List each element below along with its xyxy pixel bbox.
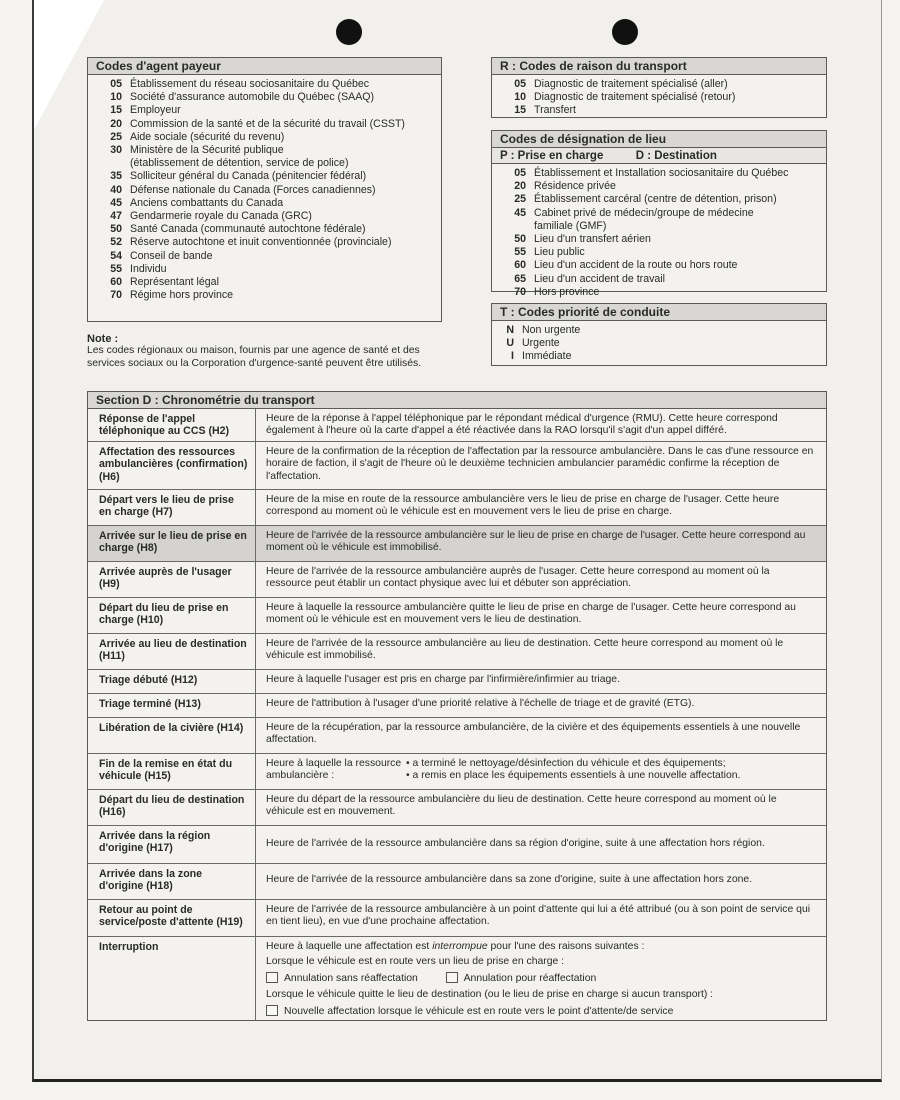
code-number: U [506, 337, 514, 350]
code-text-line: Individu [130, 262, 167, 275]
table-row-h19 [88, 900, 826, 937]
table-row-h14 [88, 718, 826, 754]
interruption-intro-a: Heure à laquelle une affectation est [266, 941, 430, 952]
table-row-h9 [88, 562, 826, 598]
code-number: 54 [110, 249, 122, 262]
list-item [96, 170, 435, 183]
interruption-options-row-1 [266, 972, 816, 985]
code-number: 30 [110, 144, 122, 157]
code-text-line: Lieu d'un transfert aérien [534, 233, 651, 246]
row-label: Triage terminé (H13) [88, 694, 256, 717]
table-row-h11 [88, 634, 826, 670]
code-number: 70 [110, 289, 122, 302]
code-text-line: Établissement carcéral (centre de détention, prison) [534, 193, 777, 206]
payer-codes-box [87, 57, 442, 322]
code-number: 15 [110, 104, 122, 117]
row-label: Arrivée au lieu de destination (H11) [88, 634, 256, 669]
table-row-h18 [88, 864, 826, 900]
row-label: Libération de la civière (H14) [88, 718, 256, 753]
row-description: Heure de l'arrivée de la ressource ambulancière au lieu de destination. Cette heure correspond au moment où le véhicule est immobilisé. [266, 638, 784, 662]
code-text-line: Anciens combattants du Canada [130, 196, 284, 209]
code-text-line: Régime hors province [130, 289, 234, 302]
table-row-h8 [88, 526, 826, 562]
pickup-subtitle: P : Prise en charge [500, 150, 604, 162]
interruption-line-2: Lorsque le véhicule quitte le lieu de destination (ou le lieu de prise en charge si aucun transport) : [266, 989, 714, 1001]
row-label: Interruption [88, 937, 256, 1021]
code-number: 15 [514, 104, 526, 117]
checkbox-cancel-no-reassign[interactable] [266, 972, 278, 983]
list-item [500, 91, 820, 104]
code-text [130, 210, 435, 223]
code-text [534, 286, 820, 299]
code-text [130, 263, 435, 276]
code-text [534, 207, 820, 233]
code-text-line: Diagnostic de traitement spécialisé (aller) [534, 78, 728, 90]
code-text [130, 118, 435, 131]
code-number: 45 [514, 206, 526, 219]
row-label: Réponse de l'appel téléphonique au CCS (H2) [88, 409, 256, 441]
list-item [96, 276, 435, 289]
option-label: Nouvelle affectation lorsque le véhicule est en route vers le point d'attente/de service [284, 1005, 674, 1017]
bullet-item: • a terminé le nettoyage/désinfection du véhicule et des équipements; [406, 758, 726, 769]
code-text [130, 184, 435, 197]
transport-reason-title: R : Codes de raison du transport [492, 58, 826, 75]
payer-codes-list [88, 75, 441, 306]
code-text [130, 78, 435, 91]
bullet-item: • a remis en place les équipements essentiels à une nouvelle affectation. [406, 770, 741, 782]
code-text-line: familiale (GMF) [534, 219, 607, 232]
checkbox-new-assignment[interactable] [266, 1005, 278, 1016]
code-number: 50 [110, 223, 122, 236]
code-text [130, 250, 435, 263]
code-text-line: Lieu public [534, 246, 585, 259]
list-item [500, 104, 820, 117]
row-label: Arrivée sur le lieu de prise en charge (H8) [88, 526, 256, 561]
table-row-h6 [88, 442, 826, 490]
section-d-title: Section D : Chronométrie du transport [88, 392, 826, 409]
code-text [522, 324, 820, 337]
location-designation-subtitle [492, 148, 826, 164]
interruption-options-row-2 [266, 1005, 816, 1018]
code-number: 20 [110, 117, 122, 130]
table-row-h13 [88, 694, 826, 718]
interruption-intro [266, 941, 816, 953]
code-text-line: Lieu d'un accident de travail [534, 272, 665, 285]
code-number: 25 [514, 193, 526, 206]
list-item [500, 78, 820, 91]
list-item [96, 78, 435, 91]
table-row-h7 [88, 490, 826, 526]
code-number: 60 [514, 259, 526, 272]
row-description: Heure du départ de la ressource ambulancière du lieu de destination. Cette heure correspond au moment où le véhicule est en mouvement. [266, 794, 777, 818]
code-text [130, 276, 435, 289]
payer-codes-title: Codes d'agent payeur [88, 58, 441, 75]
code-text [534, 246, 820, 259]
code-number: 40 [110, 183, 122, 196]
list-item [96, 250, 435, 263]
list-item [96, 263, 435, 276]
row-description: Heure de la mise en route de la ressource ambulancière vers le lieu de prise en charge de l'usager. Cette heure correspond au moment où le véhicule est en mouvement vers le lieu de prise en charge. [266, 494, 780, 518]
code-text-line: (établissement de détention, service de police) [130, 157, 349, 170]
list-item [500, 350, 820, 363]
table-row-h10 [88, 598, 826, 634]
code-number: 60 [110, 276, 122, 289]
list-item [96, 184, 435, 197]
row-label: Arrivée auprès de l'usager (H9) [88, 562, 256, 597]
code-text [130, 236, 435, 249]
row-label: Retour au point de service/poste d'attente (H19) [88, 900, 256, 936]
list-item [500, 207, 820, 233]
code-number: 55 [110, 262, 122, 275]
code-text [534, 259, 820, 272]
code-text [522, 337, 820, 350]
list-item [500, 180, 820, 193]
code-text-line: Transfert [534, 104, 576, 117]
list-item [96, 289, 435, 302]
list-item [500, 246, 820, 259]
row-description: Heure de l'arrivée de la ressource ambulancière dans sa région d'origine, suite à une affectation hors région. [266, 838, 765, 849]
code-text [534, 167, 820, 180]
section-d-box [87, 391, 827, 1021]
code-number: 20 [514, 180, 526, 193]
code-text-line: Aide sociale (sécurité du revenu) [130, 130, 285, 143]
table-row-h15 [88, 754, 826, 790]
code-number: N [506, 324, 514, 336]
code-text [130, 289, 435, 302]
code-number: 50 [514, 233, 526, 246]
list-item [96, 236, 435, 249]
code-text-line: Représentant légal [130, 276, 219, 289]
list-item [96, 223, 435, 236]
row-description-lead: Heure à laquelle la ressource ambulancière : [266, 758, 402, 782]
list-item [500, 233, 820, 246]
row-label: Triage débuté (H12) [88, 670, 256, 693]
table-row-h2 [88, 409, 826, 442]
code-text-line: Lieu d'un accident de la route ou hors route [534, 259, 738, 272]
code-number: 70 [514, 285, 526, 298]
row-description: Heure de l'attribution à l'usager d'une priorité relative à l'échelle de triage et de gravité (ETG). [266, 698, 695, 709]
list-item [96, 210, 435, 223]
code-text-line: Commission de la santé et de la sécurité du travail (CSST) [130, 117, 405, 130]
code-number: 25 [110, 130, 122, 143]
code-text [534, 91, 820, 104]
code-text [130, 144, 435, 170]
row-label: Fin de la remise en état du véhicule (H15) [88, 754, 256, 789]
row-description: Heure de l'arrivée de la ressource ambulancière dans sa zone d'origine, suite à une affectation hors zone. [266, 874, 753, 885]
list-item [96, 118, 435, 131]
code-text-line: Résidence privée [534, 180, 616, 193]
code-text [534, 233, 820, 246]
note [87, 333, 457, 370]
row-label: Départ vers le lieu de prise en charge (H7) [88, 490, 256, 525]
code-number: 45 [110, 196, 122, 209]
table-row-h12 [88, 670, 826, 694]
code-text [534, 78, 820, 91]
note-label: Note : [87, 333, 119, 345]
list-item [96, 91, 435, 104]
code-text-line: Gendarmerie royale du Canada (GRC) [130, 210, 312, 223]
code-number: 05 [514, 78, 526, 90]
code-text-line: Immédiate [522, 350, 572, 363]
destination-subtitle: D : Destination [635, 150, 717, 162]
code-number: 47 [110, 210, 122, 223]
transport-reason-codes-box [491, 57, 827, 118]
option-label: Annulation pour réaffectation [463, 972, 597, 984]
option-label: Annulation sans réaffectation [284, 972, 418, 984]
location-designation-box [491, 130, 827, 298]
code-text-line: Urgente [522, 337, 560, 350]
code-number: 35 [110, 170, 122, 183]
row-label: Affectation des ressources ambulancières (confirmation) (H6) [88, 442, 256, 489]
code-text [522, 350, 820, 363]
code-text-line: Non urgente [522, 324, 581, 336]
code-number: 05 [110, 78, 122, 90]
code-text [130, 223, 435, 236]
code-text-line: Hors province [534, 285, 600, 298]
row-label: Départ du lieu de prise en charge (H10) [88, 598, 256, 633]
list-item [96, 197, 435, 210]
row-description: Heure de la récupération, par la ressource ambulancière, de la civière et des équipements essentiels à une nouvelle affectation. [266, 722, 801, 746]
code-text-line: Diagnostic de traitement spécialisé (retour) [534, 91, 736, 104]
list-item [96, 104, 435, 117]
list-item [500, 273, 820, 286]
interruption-line-1: Lorsque le véhicule est en route vers un lieu de prise en charge : [266, 956, 565, 968]
code-number: 10 [110, 91, 122, 104]
code-text [534, 273, 820, 286]
driving-priority-title: T : Codes priorité de conduite [492, 304, 826, 321]
location-designation-list [492, 164, 826, 303]
table-row-h17 [88, 826, 826, 864]
code-text-line: Cabinet privé de médecin/groupe de médecine [534, 206, 754, 219]
list-item [96, 131, 435, 144]
row-description: Heure de la confirmation de la réception de l'affectation par la ressource ambulancière. Dans le cas d'une ressource en horaire de faction, il s'agit de l'heure où le deuxième technicien ambulancier paramédic confirme la réception de l'affectation. [266, 446, 814, 482]
code-text-line: Employeur [130, 104, 181, 117]
code-text [130, 197, 435, 210]
interruption-intro-b: pour l'une des raisons suivantes : [490, 941, 645, 952]
code-text [534, 180, 820, 193]
driving-priority-box [491, 303, 827, 366]
row-description: Heure de la réponse à l'appel téléphonique par le répondant médical d'urgence (RMU). Cette heure correspond également à l'heure où la carte d'appel a été réactivée dans la RAO lorsqu'il s'agit d'un appel différé. [266, 413, 778, 437]
list-item [500, 193, 820, 206]
checkbox-cancel-reassign[interactable] [446, 972, 458, 983]
code-number: 05 [514, 167, 526, 179]
code-text [130, 170, 435, 183]
list-item [500, 337, 820, 350]
list-item [500, 259, 820, 272]
code-text [130, 131, 435, 144]
row-label: Arrivée dans la région d'origine (H17) [88, 826, 256, 863]
list-item [500, 324, 820, 337]
row-label: Arrivée dans la zone d'origine (H18) [88, 864, 256, 899]
punch-hole-left [336, 19, 362, 45]
code-text-line: Conseil de bande [130, 249, 213, 262]
list-item [96, 144, 435, 170]
location-designation-title: Codes de désignation de lieu [492, 131, 826, 148]
code-text-line: Défense nationale du Canada (Forces canadiennes) [130, 183, 376, 196]
row-description: Heure de l'arrivée de la ressource ambulancière sur le lieu de prise en charge de l'usager. Cette heure correspond au moment où le véhicule est immobilisé. [266, 530, 806, 554]
row-description: Heure à laquelle la ressource ambulancière quitte le lieu de prise en charge de l'usager. Cette heure correspond au moment où le véhicule est en mouvement vers le lieu de destination. [266, 602, 796, 626]
code-text [130, 104, 435, 117]
code-number: 52 [110, 236, 122, 249]
code-number: I [511, 350, 514, 363]
table-row-h16 [88, 790, 826, 826]
row-description: Heure de l'arrivée de la ressource ambulancière auprès de l'usager. Cette heure correspond au moment où la ressource peut établir un contact physique avec lui et débuter son appréciation. [266, 566, 770, 590]
list-item [500, 167, 820, 180]
code-number: 10 [514, 91, 526, 104]
list-item [500, 286, 820, 299]
note-text: Les codes régionaux ou maison, fournis par une agence de santé et des services sociaux ou la Corporation d'urgence-santé peuvent être utilisés. [87, 345, 422, 369]
table-row-interruption [88, 937, 826, 1021]
interruption-description [266, 937, 816, 1018]
code-text-line: Établissement et Installation sociosanitaire du Québec [534, 167, 789, 179]
code-text-line: Ministère de la Sécurité publique [130, 144, 284, 157]
row-label: Départ du lieu de destination (H16) [88, 790, 256, 825]
row-description [266, 754, 816, 783]
code-text [534, 193, 820, 206]
row-description-bullets [406, 758, 816, 783]
code-text [534, 104, 820, 117]
row-description: Heure à laquelle l'usager est pris en charge par l'infirmière/infirmier au triage. [266, 674, 620, 685]
transport-reason-list [492, 75, 826, 122]
code-number: 55 [514, 246, 526, 259]
code-number: 65 [514, 272, 526, 285]
code-text-line: Établissement du réseau sociosanitaire du Québec [130, 78, 370, 90]
code-text-line: Santé Canada (communauté autochtone fédérale) [130, 223, 366, 236]
punch-hole-right [612, 19, 638, 45]
code-text-line: Réserve autochtone et inuit conventionnée (provinciale) [130, 236, 392, 249]
driving-priority-list [492, 321, 826, 368]
code-text [130, 91, 435, 104]
row-description: Heure de l'arrivée de la ressource ambulancière à un point d'attente qui lui a été attribué (ou à son point de service qui en tient lieu), en vue d'une prochaine affectation. [266, 904, 811, 928]
interruption-intro-em: interrompue [432, 941, 488, 952]
code-text-line: Société d'assurance automobile du Québec (SAAQ) [130, 91, 375, 104]
code-text-line: Solliciteur général du Canada (pénitencier fédéral) [130, 170, 367, 183]
